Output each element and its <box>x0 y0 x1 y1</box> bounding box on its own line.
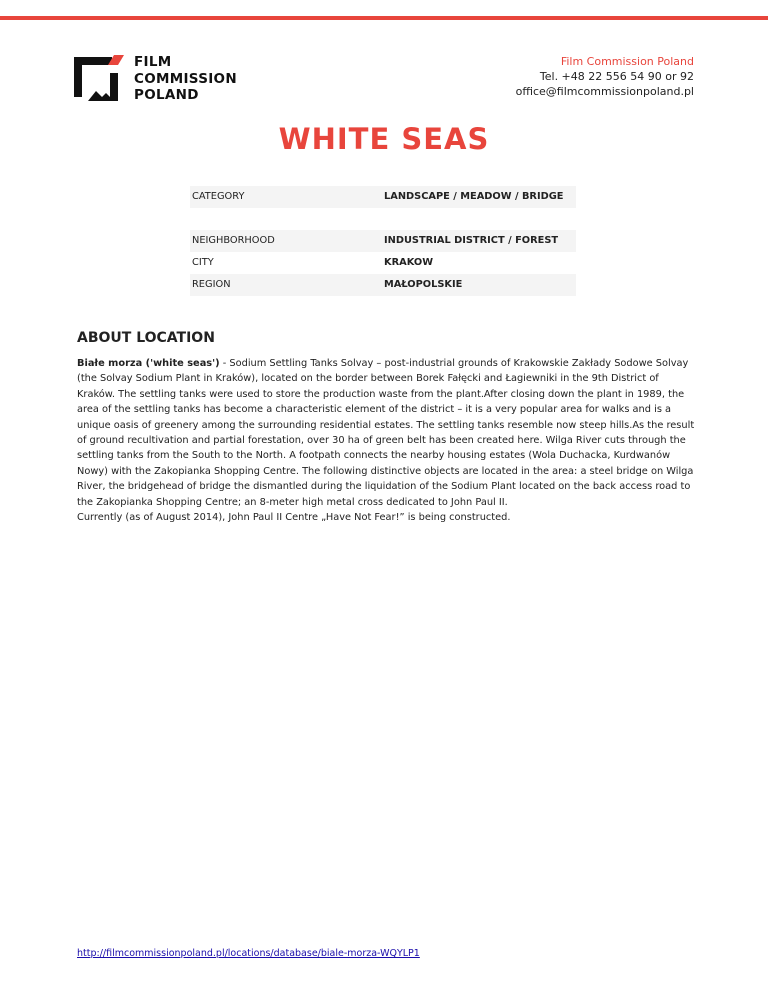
info-label: CATEGORY <box>192 191 245 202</box>
about-lead: Białe morza ('white seas') <box>77 358 220 369</box>
location-info-table <box>190 186 576 296</box>
info-label: NEIGHBORHOOD <box>192 235 275 246</box>
logo-line-3: POLAND <box>134 87 199 103</box>
source-url-link[interactable]: http://filmcommissionpoland.pl/locations/database/biale-morza-WQYLP1 <box>77 948 420 959</box>
info-label: CITY <box>192 257 214 268</box>
about-note: Currently (as of August 2014), John Paul II Centre „Have Not Fear!” is being constructed. <box>77 512 511 524</box>
info-value: KRAKOW <box>384 257 434 268</box>
info-value: MAŁOPOLSKIE <box>384 279 463 290</box>
about-paragraph <box>77 356 697 510</box>
film-commission-poland-logo <box>74 53 244 105</box>
info-value: LANDSCAPE / MEADOW / BRIDGE <box>384 191 564 202</box>
about-location-text <box>77 356 697 525</box>
info-row-region <box>190 274 576 296</box>
contact-organization: Film Commission Poland <box>560 55 694 68</box>
logo-line-1: FILM <box>134 54 172 70</box>
logo-mark-icon <box>74 53 128 105</box>
page-title: WHITE SEAS <box>278 122 490 156</box>
top-accent-bar <box>0 16 768 20</box>
logo-wordmark <box>134 54 237 104</box>
contact-email[interactable]: office@filmcommissionpoland.pl <box>515 85 694 98</box>
about-body: - Sodium Settling Tanks Solvay – post-industrial grounds of Krakowskie Zakłady Sodowe Solvay (the Solvay Sodium Plant in Kraków), located on the border between Borek Fałęcki and Łagiewniki in the 9th District of Kraków. The settling tanks were used to store the production waste from the plant.After closing down the plant in 1989, the area of the settling tanks has become a characteristic element of the district – it is a very popular area for walks and is a unique oasis of greenery among the surrounding residential estates. The settling tanks resemble now steep hills.As the result of ground recultivation and partial forestation, over 30 ha of green belt has been created here. Wilga River cuts through the settling tanks from the South to the North. A footpath connects the nearby housing estates (Wola Duchacka, Kurdwanów Nowy) with the Zakopianka Shopping Centre. The following distinctive objects are located in the area: a steel bridge on Wilga River, the bridgehead of bridge the dismantled during the liquidation of the Sodium Plant located on the back access road to the Zakopianka Shopping Centre; an 8-meter high metal cross dedicated to John Paul II. <box>77 358 695 508</box>
info-row-neighborhood <box>190 230 576 252</box>
info-label: REGION <box>192 279 231 290</box>
info-value: INDUSTRIAL DISTRICT / FOREST <box>384 235 559 246</box>
info-row-category <box>190 186 576 208</box>
info-row-city <box>190 252 576 274</box>
contact-phone: Tel. +48 22 556 54 90 or 92 <box>539 70 694 83</box>
contact-block <box>516 54 694 99</box>
logo-line-2: COMMISSION <box>134 70 237 87</box>
about-location-heading: ABOUT LOCATION <box>77 330 215 346</box>
